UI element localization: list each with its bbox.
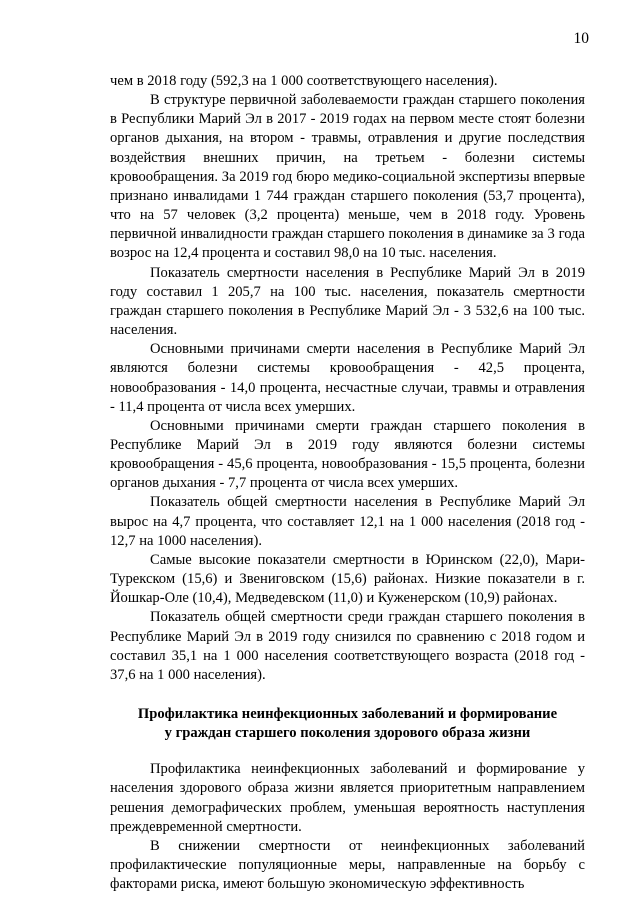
paragraph: Основными причинами смерти граждан старшего поколения в Республике Марий Эл в 2019 году являются болезни системы кровообращения - 45,6 процента, новообразования - 15,5 процента, болезни органов дыхания - 7,7 процента от числа всех умерших. bbox=[110, 417, 585, 492]
page-number: 10 bbox=[573, 30, 589, 47]
paragraph: В снижении смертности от неинфекционных заболеваний профилактические популяционные меры, направленные на борьбу с факторами риска, имеют большую экономическую эффективность bbox=[110, 837, 585, 893]
paragraph: чем в 2018 году (592,3 на 1 000 соответствующего населения). bbox=[110, 73, 498, 89]
paragraph: Профилактика неинфекционных заболеваний и формирование у населения здорового образа жизни является приоритетным направлением решения демографических проблем, уменьшая вероятность наступления преждевременной смертности. bbox=[110, 761, 585, 835]
paragraph: В структуре первичной заболеваемости граждан старшего поколения в Республики Марий Эл в 2017 - 2019 годах на первом месте стоят болезни органов дыхания, на втором - травмы, отравления и другие последствия воздействия внешних причин, на третьем - болезни системы кровообращения. За 2019 год бюро медико-социальной экспертизы впервые признано инвалидами 1 744 граждан старшего поколения (53,7 процента), что на 57 человек (3,2 процента) меньше, чем в 2018 году. Уровень первичной инвалидности граждан старшего поколения в динамике за 3 года возрос на 12,4 процента и составил 98,0 на 10 тыс. населения. bbox=[110, 92, 585, 262]
paragraph: Показатель общей смертности населения в Республике Марий Эл вырос на 4,7 процента, что составляет 12,1 на 1 000 населения (2018 год - 12,7 на 1000 населения). bbox=[110, 494, 585, 549]
section-heading-line: Профилактика неинфекционных заболеваний и формирование bbox=[137, 706, 558, 722]
document-body bbox=[110, 72, 585, 894]
paragraph: Самые высокие показатели смертности в Юринском (22,0), Мари-Турекском (15,6) и Звениговском (15,6) районах. Низкие показатели в г. Йошкар-Оле (10,4), Медведевском (11,0) и Куженерском (10,9) районах. bbox=[110, 551, 585, 607]
paragraph: Показатель общей смертности среди граждан старшего поколения в Республике Марий Эл в 2019 году снизился по сравнению с 2018 годом и составил 35,1 на 1 000 населения соответствующего возраста (2018 год - 37,6 на 1 000 населения). bbox=[110, 609, 585, 683]
section-heading bbox=[110, 705, 585, 743]
section-heading-line: у граждан старшего поколения здорового образа жизни bbox=[164, 725, 531, 742]
paragraph: Основными причинами смерти населения в Республике Марий Эл являются болезни системы кровообращения - 42,5 процента, новообразования - 14,0 процента, несчастные случаи, травмы и отравления - 11,4 процента от числа всех умерших. bbox=[110, 341, 585, 415]
paragraph: Показатель смертности населения в Республике Марий Эл в 2019 году составил 1 205,7 на 100 тыс. населения, показатель смертности граждан старшего поколения в Республике Марий Эл - 3 532,6 на 100 тыс. населения. bbox=[110, 264, 585, 339]
